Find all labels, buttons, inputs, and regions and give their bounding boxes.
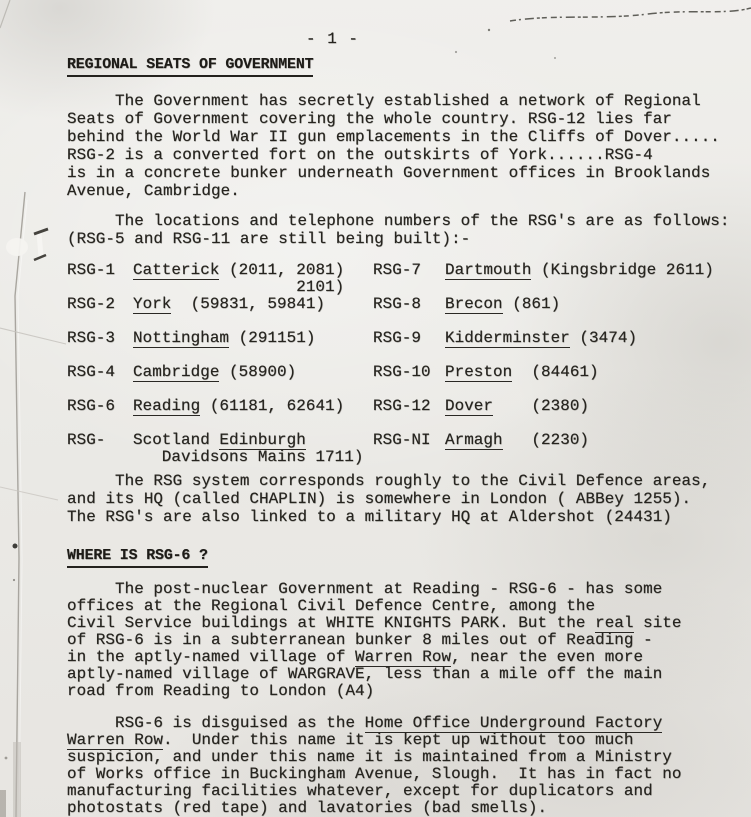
underlined-text: Warren Row (355, 648, 452, 666)
page-number: - 1 - (306, 30, 360, 48)
rsg-location-phone: Brecon (861) (445, 295, 561, 313)
rsg-id: RSG-2 (67, 295, 116, 313)
rsg-place: York (133, 295, 172, 313)
text-line: The locations and telephone numbers of the RSG's are as follows: (67, 212, 730, 230)
table-row (67, 330, 731, 364)
rsg-location-phone: Nottingham (291151) (133, 329, 316, 347)
rsg-id: RSG- (67, 431, 106, 449)
section-heading-where-is-rsg6: WHERE IS RSG-6 ? (67, 547, 731, 568)
rsg-id: RSG-7 (373, 261, 422, 279)
rsg-extra-line: Davidsons Mains 1711) (133, 448, 364, 466)
text-line: of RSG-6 is in a subterranean bunker 8 miles out of Reading - (67, 631, 653, 649)
underlined-text: Warren Row (67, 731, 164, 749)
text-line: suspicion, and under this name it is maintained from a Ministry (67, 748, 672, 766)
text-line: Avenue, Cambridge. (67, 182, 240, 200)
section-heading-regional-seats: REGIONAL SEATS OF GOVERNMENT (67, 56, 731, 77)
rsg-id: RSG-3 (67, 329, 116, 347)
text-line: manufacturing facilities whatever, except for duplicators and (67, 782, 653, 800)
rsg-id: RSG-4 (67, 363, 116, 381)
text-line: aptly-named village of WARGRAVE, less than a mile off the main (67, 665, 663, 683)
table-row (67, 262, 731, 296)
text-line: Warren Row. Under this name it is kept up without too much (67, 731, 634, 749)
text-line: The RSG system corresponds roughly to the Civil Defence areas, (67, 472, 711, 490)
text-line: RSG-2 is a converted fort on the outskirts of York......RSG-4 (67, 146, 653, 164)
text-line: and its HQ (called CHAPLIN) is somewhere in London ( ABBey 1255). (67, 490, 692, 508)
rsg-id: RSG-8 (373, 295, 422, 313)
rsg-place: Brecon (445, 295, 503, 313)
text-line: offices at the Regional Civil Defence Centre, among the (67, 597, 596, 615)
text-line: The RSG's are also linked to a military HQ at Aldershot (24431) (67, 508, 672, 526)
paragraph-locations-intro (67, 212, 731, 248)
text-line: The post-nuclear Government at Reading - RSG-6 - has some (67, 580, 663, 598)
rsg-id: RSG-12 (373, 397, 431, 415)
text-line: The Government has secretly established a network of Regional (67, 92, 701, 110)
rsg-place: Dover (445, 397, 494, 415)
rsg-place: Reading (133, 397, 201, 415)
rsg-location-phone: Cambridge (58900) (133, 363, 297, 381)
rsg-id: RSG-6 (67, 397, 116, 415)
rsg-location-phone: Scotland Edinburgh Davidsons Mains 1711) (133, 432, 373, 466)
rsg-id: RSG-NI (373, 431, 431, 449)
rsg-table (67, 262, 731, 466)
rsg-place: Edinburgh (219, 431, 306, 449)
rsg-place: Dartmouth (445, 261, 532, 279)
table-row (67, 296, 731, 330)
underlined-text: Home Office Underground Factory (364, 714, 663, 732)
rsg-location-phone: Preston (84461) (445, 363, 599, 381)
rsg-place: Catterick (133, 261, 220, 279)
text-line: RSG-6 is disguised as the Home Office Underground Factory (67, 714, 663, 732)
rsg-place: Nottingham (133, 329, 230, 347)
rsg-location-phone: Dover (2380) (445, 397, 590, 415)
rsg-id: RSG-1 (67, 261, 116, 279)
rsg-place: Cambridge (133, 363, 220, 381)
text-line: photostats (red tape) and lavatories (bad smells). (67, 799, 548, 817)
rsg-location-phone: Armagh (2230) (445, 431, 590, 449)
rsg-place: Kidderminster (445, 329, 570, 347)
rsg-place: Preston (445, 363, 513, 381)
text-line: of Works office in Buckingham Avenue, Slough. It has in fact no (67, 765, 682, 783)
table-row (67, 364, 731, 398)
rsg-location-phone: Catterick (2011, 2081) 2101) (133, 262, 373, 296)
text-line: Seats of Government covering the whole country. RSG-12 lies far (67, 110, 672, 128)
text-line: Civil Service buildings at WHITE KNIGHTS PARK. But the real site (67, 614, 682, 632)
underlined-text: real (595, 614, 634, 632)
rsg-id: RSG-10 (373, 363, 431, 381)
paragraph-rsg6-location (67, 581, 731, 700)
rsg-location-phone: Dartmouth (Kingsbridge 2611) (445, 261, 714, 279)
paragraph-intro (67, 92, 731, 200)
text-line: (RSG-5 and RSG-11 are still being built):- (67, 230, 471, 248)
rsg-location-phone: Kidderminster (3474) (445, 329, 638, 347)
paragraph-rsg6-disguise (67, 715, 731, 817)
text-line: road from Reading to London (A4) (67, 682, 375, 700)
rsg-place: Armagh (445, 431, 503, 449)
rsg-location-phone: York (59831, 59841) (133, 295, 326, 313)
text-line: in the aptly-named village of Warren Row, near the even more (67, 648, 644, 666)
rsg-id: RSG-9 (373, 329, 422, 347)
table-row (67, 398, 731, 432)
table-row (67, 432, 731, 466)
paragraph-rsg-system (67, 472, 731, 526)
text-line: is in a concrete bunker underneath Government offices in Brooklands (67, 164, 711, 182)
rsg-location-phone: Reading (61181, 62641) (133, 397, 345, 415)
text-line: behind the World War II gun emplacements in the Cliffs of Dover..... (67, 128, 720, 146)
rsg-extra-line: 2101) (133, 278, 345, 296)
